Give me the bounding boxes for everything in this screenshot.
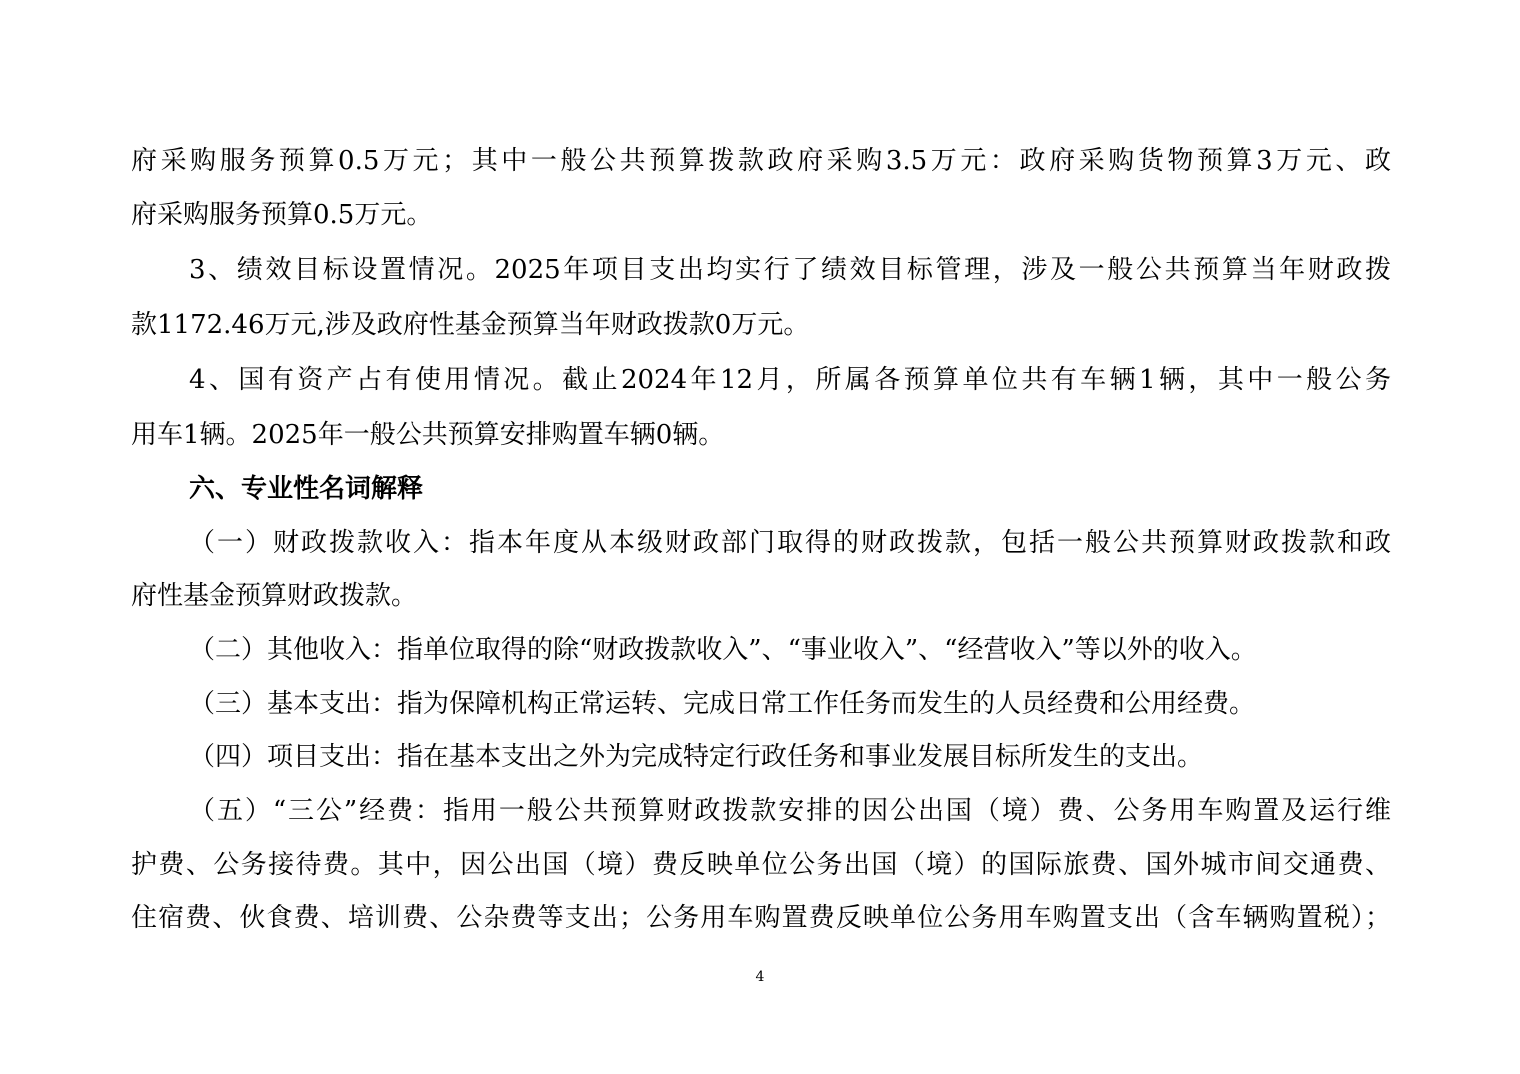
text-line-performance-goals: 3、绩效目标设置情况。2025年项目支出均实行了绩效目标管理，涉及一般公共预算当年财政拨 (189, 255, 1391, 285)
text-line-fiscal-income-end: 府性基金预算财政拨款。 (131, 581, 418, 611)
text-line-other-income: （二）其他收入：指单位取得的除“财政拨款收入”、“事业收入”、“经营收入”等以外的收入。 (189, 635, 1257, 665)
text-line-procurement-end: 府采购服务预算0.5万元。 (131, 200, 433, 230)
text-line-procurement-continued: 府采购服务预算0.5万元；其中一般公共预算拨款政府采购3.5万元：政府采购货物预算3万元、政 (131, 146, 1391, 176)
text-line-basic-expenditure: （三）基本支出：指为保障机构正常运转、完成日常工作任务而发生的人员经费和公用经费。 (189, 689, 1256, 719)
text-line-three-public-expenses: （五）“三公”经费：指用一般公共预算财政拨款安排的因公出国（境）费、公务用车购置及运行维 (189, 796, 1391, 826)
text-line-performance-goals-end: 款1172.46万元,涉及政府性基金预算当年财政拨款0万元。 (131, 310, 810, 340)
text-line-three-public-expenses-2: 护费、公务接待费。其中，因公出国（境）费反映单位公务出国（境）的国际旅费、国外城市间交通费、 (131, 850, 1391, 880)
text-line-project-expenditure: （四）项目支出：指在基本支出之外为完成特定行政任务和事业发展目标所发生的支出。 (189, 742, 1204, 772)
text-line-state-assets: 4、国有资产占有使用情况。截止2024年12月，所属各预算单位共有车辆1辆，其中一般公务 (189, 365, 1391, 395)
text-line-state-assets-end: 用车1辆。2025年一般公共预算安排购置车辆0辆。 (131, 420, 725, 450)
page-number: 4 (755, 969, 765, 985)
text-line-three-public-expenses-3: 住宿费、伙食费、培训费、公杂费等支出；公务用车购置费反映单位公务用车购置支出（含车辆购置税）； (131, 903, 1391, 933)
section-heading-glossary: 六、专业性名词解释 (189, 474, 424, 504)
text-line-fiscal-income: （一）财政拨款收入：指本年度从本级财政部门取得的财政拨款，包括一般公共预算财政拨款和政 (189, 528, 1391, 558)
